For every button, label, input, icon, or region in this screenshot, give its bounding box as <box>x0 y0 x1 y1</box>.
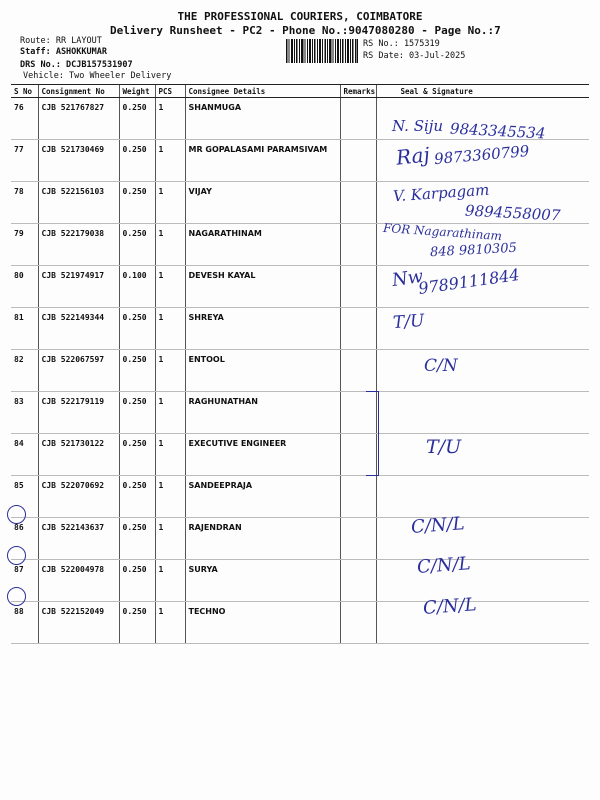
weight-cell: 0.250 <box>119 518 155 560</box>
handwritten-name: V. Karpagam <box>392 180 490 206</box>
pcs-cell: 1 <box>155 182 185 224</box>
sno-cell: 81 <box>11 308 38 350</box>
sno-cell: 77 <box>11 140 38 182</box>
handwritten-circle <box>7 587 26 606</box>
consignee-cell: RAJENDRAN <box>185 518 340 560</box>
consignment-cell: CJB 522143637 <box>38 518 119 560</box>
weight-cell: 0.250 <box>119 308 155 350</box>
handwritten-signature: Nw <box>390 265 425 292</box>
handwritten-phone: 9843345534 <box>449 119 546 143</box>
table-row <box>11 434 589 476</box>
consignment-cell: CJB 522179119 <box>38 392 119 434</box>
consignee-cell: SANDEEPRAJA <box>185 476 340 518</box>
signature-cell <box>376 392 589 434</box>
col-header-pcs: PCS <box>155 85 185 98</box>
consignment-cell: CJB 522179038 <box>38 224 119 266</box>
weight-cell: 0.250 <box>119 560 155 602</box>
weight-cell: 0.250 <box>119 182 155 224</box>
consignment-cell: CJB 522004978 <box>38 560 119 602</box>
weight-cell: 0.250 <box>119 350 155 392</box>
col-header-consignee: Consignee Details <box>185 85 340 98</box>
table-row <box>11 602 589 644</box>
table-row <box>11 308 589 350</box>
handwritten-mark: C/N <box>424 356 458 376</box>
sno-cell: 78 <box>11 182 38 224</box>
weight-cell: 0.250 <box>119 392 155 434</box>
col-header-weight: Weight <box>119 85 155 98</box>
remarks-cell <box>340 140 376 182</box>
pcs-cell: 1 <box>155 350 185 392</box>
remarks-cell <box>340 308 376 350</box>
runsheet-table <box>11 84 589 644</box>
weight-cell: 0.250 <box>119 224 155 266</box>
handwritten-mark: T/U <box>392 310 426 334</box>
rs-number: RS No.: 1575319 <box>363 39 440 49</box>
weight-cell: 0.250 <box>119 434 155 476</box>
consignee-cell: SHREYA <box>185 308 340 350</box>
pcs-cell: 1 <box>155 434 185 476</box>
table-row <box>11 560 589 602</box>
pcs-cell: 1 <box>155 392 185 434</box>
handwritten-name: N. Siju <box>392 117 444 135</box>
remarks-cell <box>340 560 376 602</box>
table-row <box>11 518 589 560</box>
remarks-cell <box>340 350 376 392</box>
weight-cell: 0.250 <box>119 140 155 182</box>
signature-cell <box>376 602 589 644</box>
handwritten-mark: C/N/L <box>416 553 472 578</box>
consignee-cell: ENTOOL <box>185 350 340 392</box>
handwritten-phone: 9894558007 <box>464 201 561 225</box>
route-label: Route: RR LAYOUT <box>20 36 102 46</box>
remarks-cell <box>340 266 376 308</box>
pcs-cell: 1 <box>155 476 185 518</box>
handwritten-circle <box>7 505 26 524</box>
consignment-cell: CJB 521730469 <box>38 140 119 182</box>
handwritten-mark: T/U <box>426 436 462 458</box>
rs-date: RS Date: 03-Jul-2025 <box>363 51 466 61</box>
signature-cell <box>376 476 589 518</box>
handwritten-mark: C/N/L <box>422 594 478 619</box>
weight-cell: 0.250 <box>119 476 155 518</box>
consignment-cell: CJB 521767827 <box>38 98 119 140</box>
consignment-cell: CJB 522149344 <box>38 308 119 350</box>
table-header-row <box>11 85 589 98</box>
consignment-cell: CJB 522070692 <box>38 476 119 518</box>
sno-cell: 79 <box>11 224 38 266</box>
handwritten-signature: Raj <box>394 142 431 170</box>
handwritten-phone: 9789111844 <box>417 265 521 298</box>
pcs-cell: 1 <box>155 98 185 140</box>
pcs-cell: 1 <box>155 602 185 644</box>
runsheet-subtitle: Delivery Runsheet - PC2 - Phone No.:9047080280 - Page No.:7 <box>110 24 501 37</box>
sno-cell: 80 <box>11 266 38 308</box>
col-header-sno: S No <box>11 85 38 98</box>
handwritten-phone: 848 9810305 <box>429 240 518 261</box>
consignment-cell: CJB 522067597 <box>38 350 119 392</box>
remarks-cell <box>340 518 376 560</box>
table-row <box>11 350 589 392</box>
remarks-cell <box>340 98 376 140</box>
drs-number: DRS No.: DCJB157531907 <box>20 60 133 70</box>
table-row <box>11 476 589 518</box>
handwritten-bracket <box>366 391 379 476</box>
weight-cell: 0.100 <box>119 266 155 308</box>
table-row <box>11 392 589 434</box>
handwritten-circle <box>7 546 26 565</box>
handwritten-note: FOR Nagarathinam <box>382 220 503 244</box>
col-header-consignment: Consignment No <box>38 85 119 98</box>
sno-cell: 82 <box>11 350 38 392</box>
sno-cell: 88 <box>11 602 38 644</box>
vehicle-label: Vehicle: Two Wheeler Delivery <box>23 71 172 81</box>
sno-cell: 84 <box>11 434 38 476</box>
company-title: THE PROFESSIONAL COURIERS, COIMBATORE <box>177 10 423 23</box>
remarks-cell <box>340 602 376 644</box>
signature-cell <box>376 518 589 560</box>
col-header-signature: Seal & Signature <box>376 85 589 98</box>
handwritten-phone: 9873360799 <box>433 141 531 169</box>
handwritten-mark: C/N/L <box>410 513 466 538</box>
consignment-cell: CJB 521730122 <box>38 434 119 476</box>
remarks-cell <box>340 224 376 266</box>
consignee-cell: VIJAY <box>185 182 340 224</box>
barcode-icon <box>286 39 358 63</box>
pcs-cell: 1 <box>155 266 185 308</box>
consignee-cell: EXECUTIVE ENGINEER <box>185 434 340 476</box>
consignee-cell: NAGARATHINAM <box>185 224 340 266</box>
consignee-cell: RAGHUNATHAN <box>185 392 340 434</box>
sno-cell: 86 <box>11 518 38 560</box>
consignee-cell: MR GOPALASAMI PARAMSIVAM <box>185 140 340 182</box>
signature-cell <box>376 434 589 476</box>
pcs-cell: 1 <box>155 308 185 350</box>
consignment-cell: CJB 522152049 <box>38 602 119 644</box>
sno-cell: 76 <box>11 98 38 140</box>
signature-cell <box>376 350 589 392</box>
staff-label: Staff: ASHOKKUMAR <box>20 47 107 57</box>
consignee-cell: TECHNO <box>185 602 340 644</box>
sno-cell: 85 <box>11 476 38 518</box>
col-header-remarks: Remarks <box>340 85 376 98</box>
pcs-cell: 1 <box>155 140 185 182</box>
consignment-cell: CJB 522156103 <box>38 182 119 224</box>
consignment-cell: CJB 521974917 <box>38 266 119 308</box>
pcs-cell: 1 <box>155 224 185 266</box>
remarks-cell <box>340 476 376 518</box>
remarks-cell <box>340 182 376 224</box>
consignee-cell: DEVESH KAYAL <box>185 266 340 308</box>
consignee-cell: SHANMUGA <box>185 98 340 140</box>
pcs-cell: 1 <box>155 560 185 602</box>
signature-cell <box>376 560 589 602</box>
weight-cell: 0.250 <box>119 602 155 644</box>
sno-cell: 87 <box>11 560 38 602</box>
weight-cell: 0.250 <box>119 98 155 140</box>
consignee-cell: SURYA <box>185 560 340 602</box>
pcs-cell: 1 <box>155 518 185 560</box>
sno-cell: 83 <box>11 392 38 434</box>
